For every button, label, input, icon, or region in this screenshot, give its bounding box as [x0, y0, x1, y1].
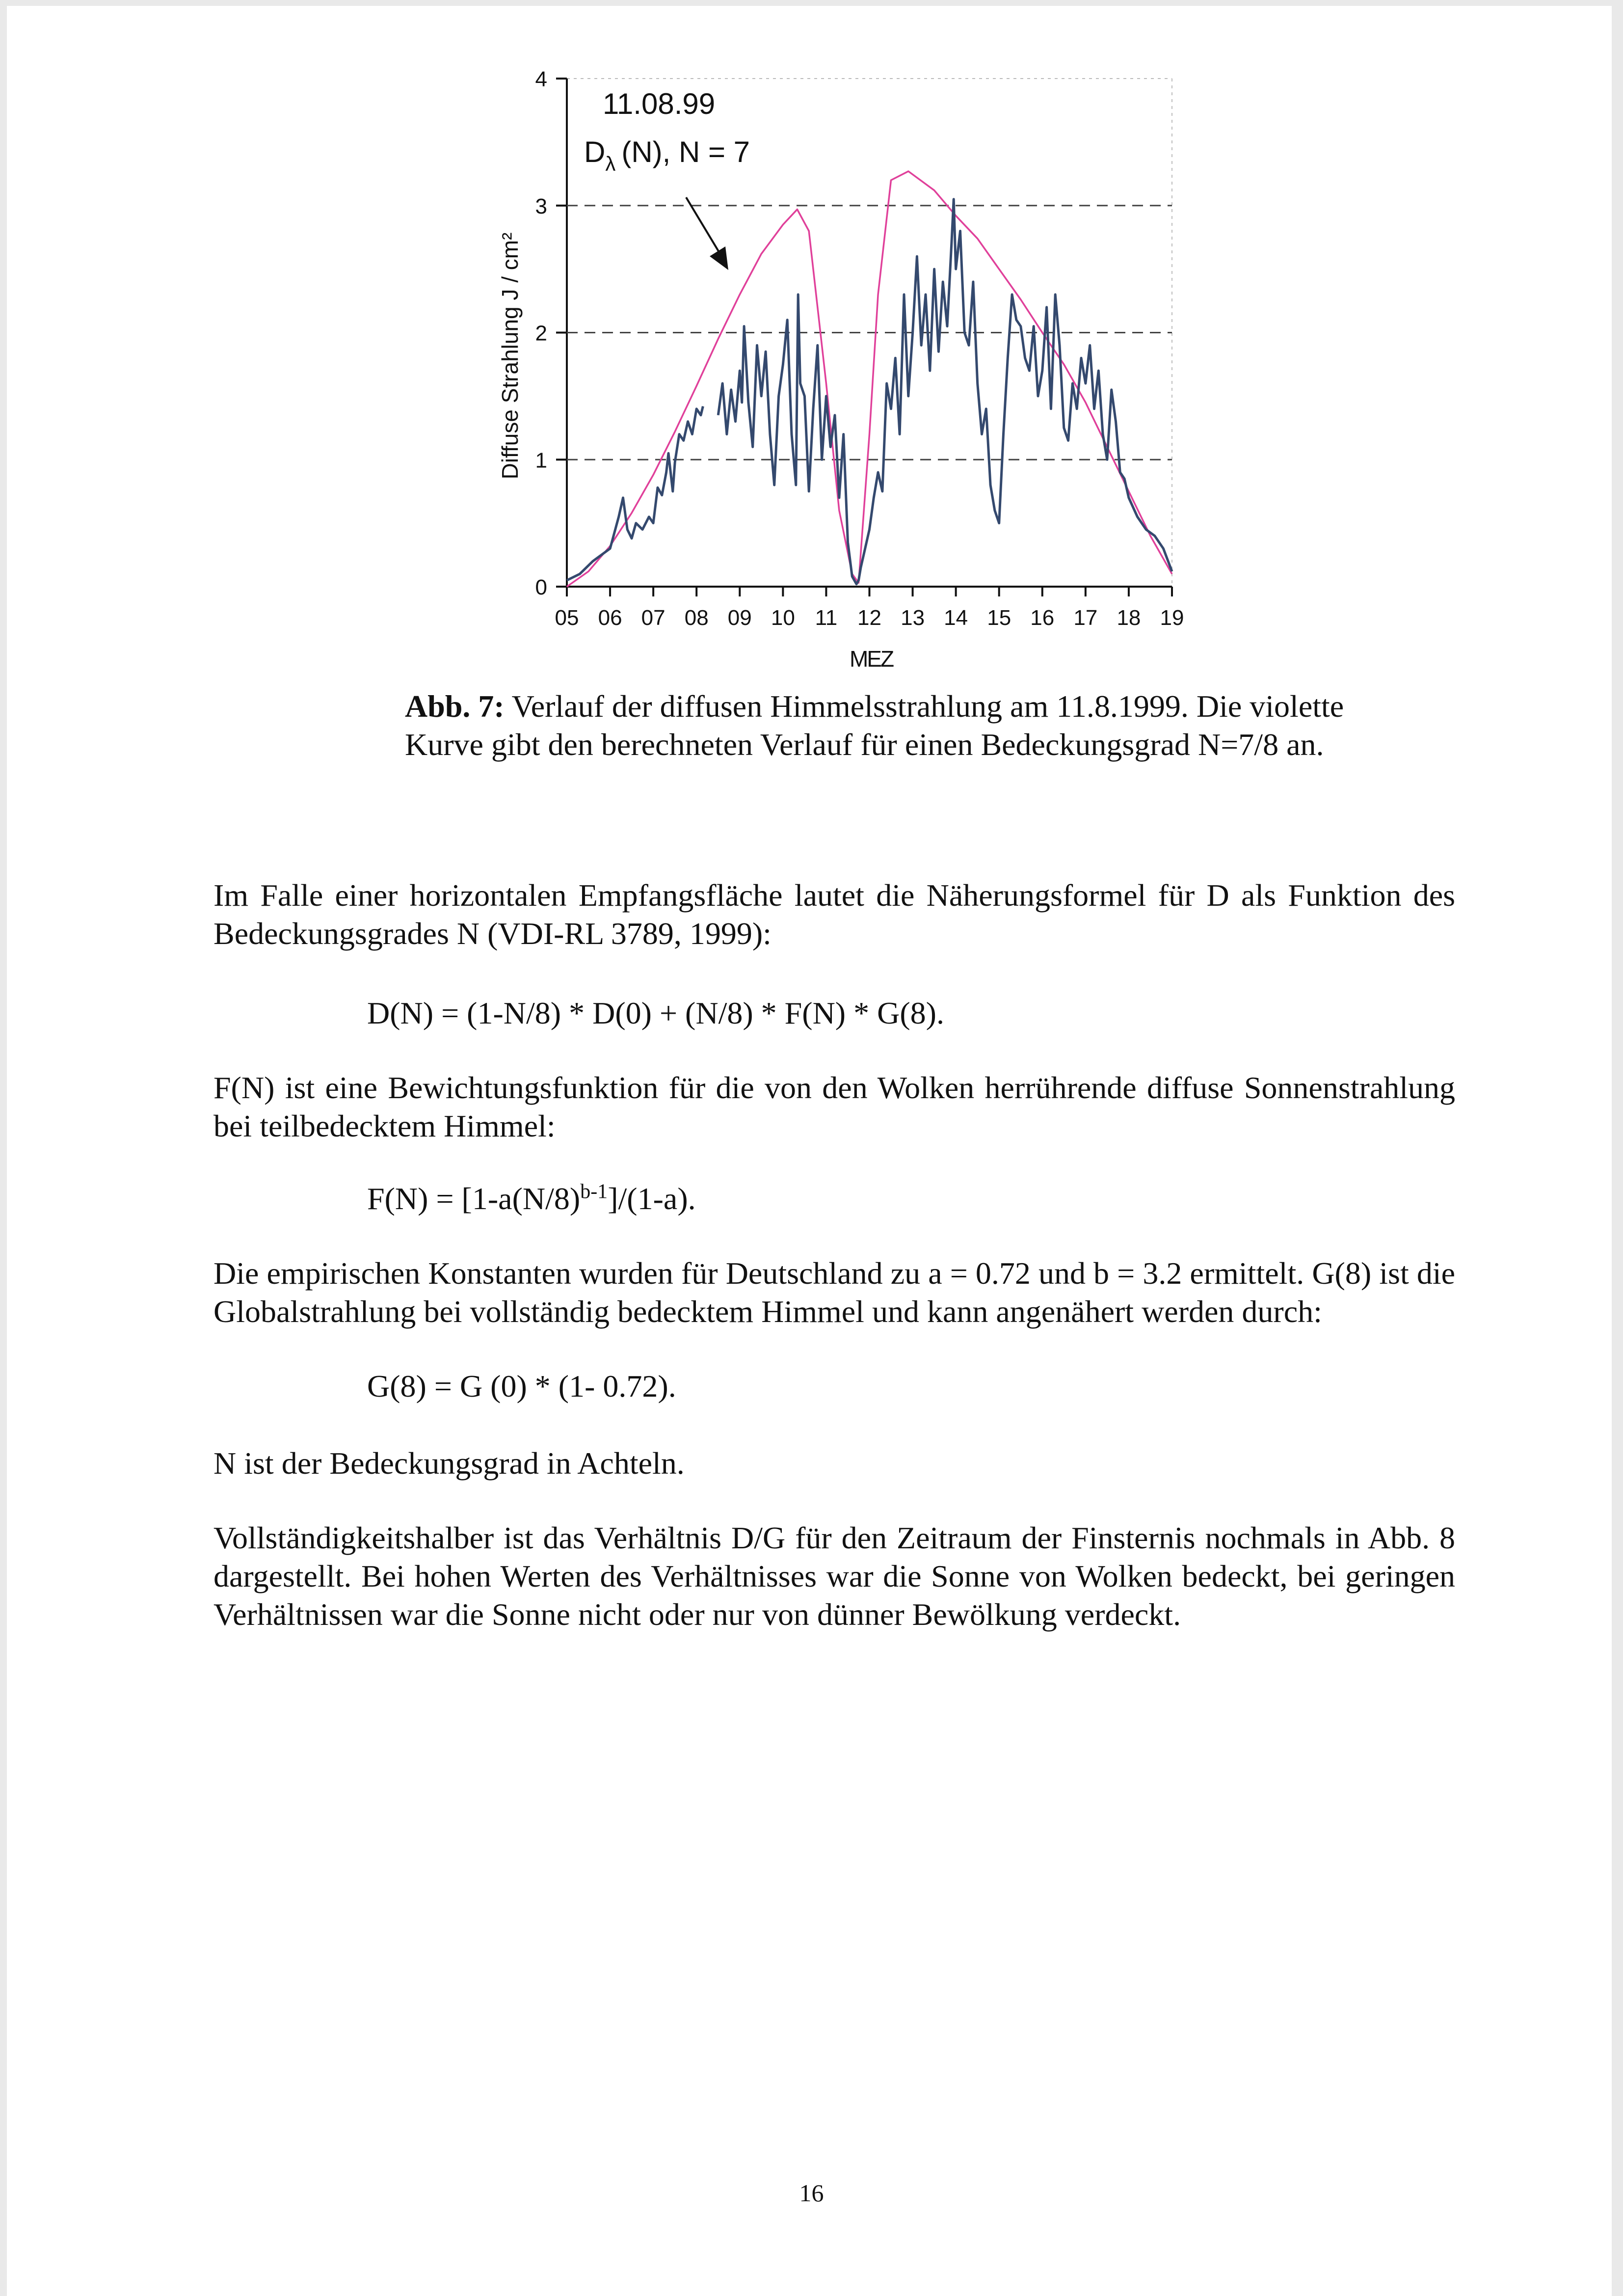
- annotation-label: [584, 135, 750, 175]
- formula-d-n: D(N) = (1-N/8) * D(0) + (N/8) * F(N) * G(8).: [367, 996, 944, 1030]
- formula-f-n: [367, 1180, 696, 1218]
- x-axis-ticks: [555, 587, 1184, 630]
- x-tick-label: 07: [641, 606, 665, 630]
- y-tick-label: 1: [535, 448, 547, 473]
- paragraph-4: N ist der Bedeckungsgrad in Achteln.: [213, 1446, 685, 1481]
- x-tick-label: 17: [1073, 606, 1098, 630]
- page-number: 16: [799, 2179, 824, 2207]
- y-axis-label: Diffuse Strahlung J / cm²: [497, 232, 523, 480]
- x-tick-label: 05: [555, 606, 579, 630]
- x-axis-label: MEZ: [849, 646, 893, 672]
- y-tick-label: 4: [535, 67, 547, 91]
- x-tick-label: 15: [987, 606, 1011, 630]
- paragraph-3: Die empirischen Konstanten wurden für Deutschland zu a = 0.72 und b = 3.2 ermittelt. G(8) ist die Globalstrahlung bei vollständig bedecktem Himmel und kann angenähert werden durch:: [213, 1256, 1455, 1329]
- paragraph-1: Im Falle einer horizontalen Empfangsfläche lautet die Näherungsformel für D als Funktion des Bedeckungsgrades N (VDI-RL 3789, 1999):: [213, 878, 1455, 951]
- annotation-arrow: [686, 197, 728, 270]
- x-tick-label: 11: [815, 606, 838, 630]
- x-tick-label: 12: [857, 606, 881, 630]
- formula-f-n-part2: ]/(1-a).: [608, 1181, 696, 1216]
- y-tick-label: 2: [535, 321, 547, 346]
- y-axis-ticks: [535, 67, 567, 599]
- paragraph-5: Vollständigkeitshalber ist das Verhältnis D/G für den Zeitraum der Finsternis nochmals in Abb. 8 dargestellt. Bei hohen Werten des Verhältnisses war die Sonne von Wolken bedeckt, bei geringen Verhältnissen war die Sonne nicht oder nur von dünner Bewölkung verdeckt.: [213, 1520, 1455, 1632]
- annotation-subscript: λ: [605, 152, 616, 175]
- x-tick-label: 13: [901, 606, 925, 630]
- caption-text: Verlauf der diffusen Himmelsstrahlung am 11.8.1999. Die violette Kurve gibt den berechneten Verlauf für einen Bedeckungsgrad N=7/8 an.: [405, 689, 1344, 762]
- formula-f-n-part1: F(N) = [1-a(N/8): [367, 1181, 581, 1216]
- annotation-symbol: D: [584, 135, 606, 168]
- series-lines: [567, 171, 1172, 587]
- formula-f-n-exponent: b-1: [580, 1180, 608, 1203]
- annotation-text: (N), N = 7: [621, 135, 750, 168]
- x-tick-label: 06: [598, 606, 622, 630]
- caption-label: Abb. 7:: [405, 689, 505, 724]
- chart-title: 11.08.99: [603, 87, 716, 120]
- series-line-2: [567, 199, 1172, 584]
- formula-g-8: G(8) = G (0) * (1- 0.72).: [367, 1369, 676, 1404]
- y-tick-label: 3: [535, 194, 547, 218]
- x-tick-label: 14: [944, 606, 968, 630]
- x-tick-label: 18: [1117, 606, 1141, 630]
- figure-caption: [405, 687, 1357, 764]
- x-tick-label: 19: [1160, 606, 1184, 630]
- paragraph-2: F(N) ist eine Bewichtungsfunktion für die von den Wolken herrührende diffuse Sonnenstrahlung bei teilbedecktem Himmel:: [213, 1070, 1455, 1143]
- x-tick-label: 16: [1030, 606, 1055, 630]
- x-tick-label: 09: [727, 606, 752, 630]
- x-tick-label: 10: [771, 606, 795, 630]
- x-tick-label: 08: [684, 606, 709, 630]
- y-tick-label: 0: [535, 575, 547, 599]
- diffuse-radiation-chart: [0, 0, 1623, 687]
